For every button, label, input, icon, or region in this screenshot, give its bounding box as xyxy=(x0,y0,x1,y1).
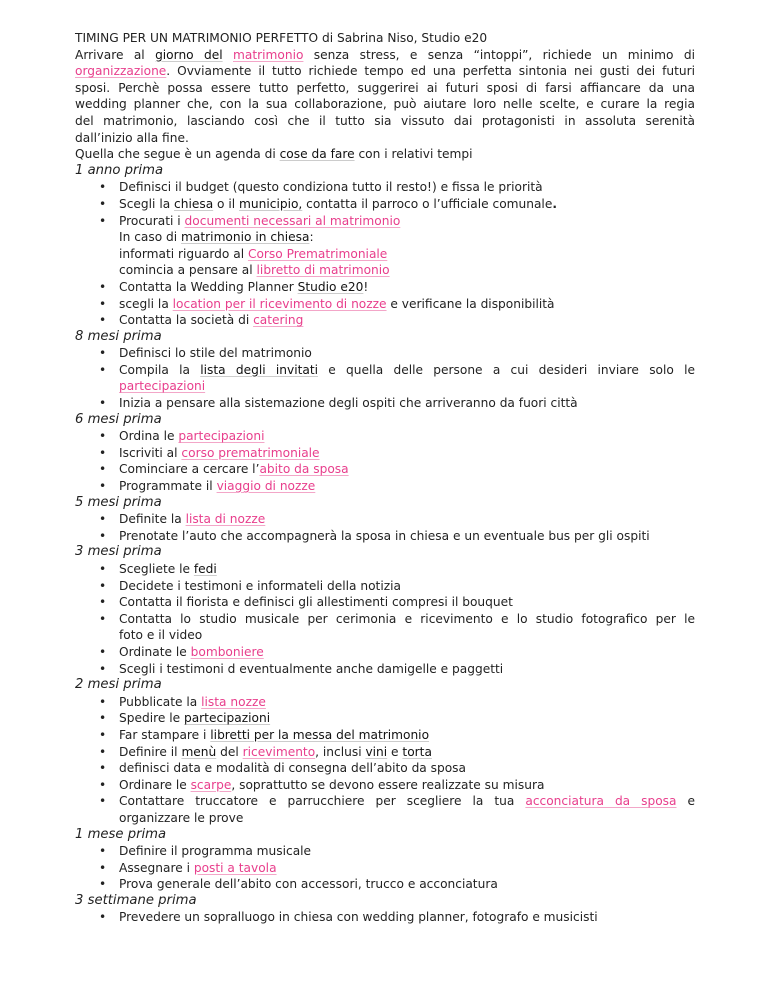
list-item: • Pubblicate la lista nozze xyxy=(75,694,695,711)
list-item: • Prenotate l’auto che accompagnerà la sposa in chiesa e un eventuale bus per gli ospiti xyxy=(75,528,695,545)
intro-line: organizzazione. Ovviamente il tutto richiede tempo ed una perfetta sintonia nei gusti dei futuri xyxy=(75,64,695,79)
list-item: • Definisci il budget (questo condiziona tutto il resto!) e fissa le priorità xyxy=(75,179,695,196)
list-item: • Ordina le partecipazioni xyxy=(75,428,695,445)
list-item: • Scegli la chiesa o il municipio, contatta il parroco o l’ufficiale comunale. xyxy=(75,196,695,213)
section-heading: 1 anno prima xyxy=(75,162,164,178)
link-posti-a-tavola[interactable]: posti a tavola xyxy=(193,860,277,875)
list-item: • Ordinate le bomboniere xyxy=(75,644,695,661)
section-heading: 5 mesi prima xyxy=(75,494,162,510)
list-item: • Scegliete le fedi xyxy=(75,561,695,578)
link-menu[interactable]: menù xyxy=(181,744,217,759)
link-partecipazioni[interactable]: partecipazioni xyxy=(178,429,265,444)
list-item: • Prevedere un sopralluogo in chiesa con wedding planner, fotografo e musicisti xyxy=(75,909,695,926)
section-heading: 2 mesi prima xyxy=(75,677,162,693)
link-fedi[interactable]: fedi xyxy=(193,562,217,576)
link-scarpe[interactable]: scarpe xyxy=(190,777,232,792)
intro-line: sposi. Perchè possa essere tutto perfetto, suggerirei ai futuri sposi di farsi affiancare da una xyxy=(75,80,695,95)
list-item-continuation: foto e il video xyxy=(119,628,203,643)
list-item: • Spedire le partecipazioni xyxy=(75,710,695,727)
list-item: • definisci data e modalità di consegna dell’abito da sposa xyxy=(75,760,695,777)
list-item: • Iscriviti al corso prematrimoniale xyxy=(75,445,695,462)
link-partecipazioni[interactable]: partecipazioni xyxy=(183,711,271,726)
list-item-continuation: In caso di matrimonio in chiesa: xyxy=(119,230,314,245)
intro-line: del matrimonio, lasciando così che il tutto sia vissuto dai protagonisti in assoluta serenità xyxy=(75,113,695,128)
list-item: • Programmate il viaggio di nozze xyxy=(75,478,695,495)
list-item: • Cominciare a cercare l’abito da sposa xyxy=(75,461,695,478)
link-bomboniere[interactable]: bomboniere xyxy=(190,644,264,659)
link-catering[interactable]: catering xyxy=(253,313,304,328)
link-matrimonio-in-chiesa[interactable]: matrimonio in chiesa xyxy=(181,230,310,245)
section-heading: 3 settimane prima xyxy=(75,892,197,908)
intro-line: Quella che segue è un agenda di cose da fare con i relativi tempi xyxy=(75,147,473,162)
intro-line: Arrivare al giorno del matrimonio senza stress, e senza “intoppi”, richiede un minimo di xyxy=(75,47,695,62)
link-partecipazioni[interactable]: partecipazioni xyxy=(119,379,206,394)
list-item: • Contatta la società di catering xyxy=(75,312,695,329)
list-item-continuation xyxy=(75,378,695,395)
list-item-continuation: comincia a pensare al libretto di matrimonio xyxy=(119,263,390,278)
link-ricevimento[interactable]: ricevimento xyxy=(242,744,316,759)
list-item: • Contattare truccatore e parrucchiere per scegliere la tua acconciatura da sposa e xyxy=(75,793,695,810)
list-item: • Prova generale dell’abito con accessori, trucco e acconciatura xyxy=(75,876,695,893)
list-item: • Assegnare i posti a tavola xyxy=(75,860,695,877)
link-lista-nozze[interactable]: lista nozze xyxy=(201,694,266,709)
link-location[interactable]: location per il ricevimento di nozze xyxy=(172,296,387,311)
section-heading: 8 mesi prima xyxy=(75,328,162,344)
list-item: • Far stampare i libretti per la messa del matrimonio xyxy=(75,727,695,744)
link-lista-invitati[interactable]: lista degli invitati xyxy=(200,362,318,377)
link-viaggio-di-nozze[interactable]: viaggio di nozze xyxy=(216,479,316,494)
list-item: • Definite la lista di nozze xyxy=(75,511,695,528)
section-heading: 3 mesi prima xyxy=(75,544,162,560)
link-acconciatura[interactable]: acconciatura da sposa xyxy=(525,794,677,809)
list-item: • Definire il menù del ricevimento, inclusi vini e torta xyxy=(75,744,695,761)
link-cose-da-fare[interactable]: cose da fare xyxy=(279,147,355,162)
link-municipio[interactable]: municipio, xyxy=(239,196,303,211)
intro-line: dall’inizio alla fine. xyxy=(75,130,189,145)
link-vini[interactable]: vini xyxy=(365,744,388,759)
link-libretti-messa[interactable]: libretti per la messa del matrimonio xyxy=(210,727,430,742)
link-documenti[interactable]: documenti necessari al matrimonio xyxy=(184,213,401,228)
list-item: • Ordinare le scarpe, soprattutto se devono essere realizzate su misura xyxy=(75,777,695,794)
link-abito-da-sposa[interactable]: abito da sposa xyxy=(259,462,349,477)
list-item: • Procurati i documenti necessari al matrimonio xyxy=(75,213,695,230)
link-organizzazione[interactable]: organizzazione xyxy=(75,64,167,79)
link-studio-e20[interactable]: Studio e20 xyxy=(297,279,364,294)
list-item: • Contatta il fiorista e definisci gli allestimenti compresi il bouquet xyxy=(75,594,695,611)
intro-line: wedding planner che, con la sua collaborazione, può aiutare loro nelle scelte, e curare la regia xyxy=(75,97,695,112)
list-item: • Scegli i testimoni d eventualmente anche damigelle e paggetti xyxy=(75,661,695,678)
list-item: • Compila la lista degli invitati e quella delle persone a cui desideri inviare solo le xyxy=(75,362,695,379)
list-item: • Decidete i testimoni e informateli della notizia xyxy=(75,578,695,595)
link-chiesa[interactable]: chiesa xyxy=(174,196,214,211)
list-item-continuation: organizzare le prove xyxy=(119,810,244,825)
list-item: • Contatta lo studio musicale per cerimonia e ricevimento e lo studio fotografico per le xyxy=(75,611,695,628)
link-giorno-del[interactable]: giorno del xyxy=(155,47,223,62)
list-item-continuation: informati riguardo al Corso Prematrimoniale xyxy=(119,246,388,261)
byline-text: di Sabrina Niso, Studio e20 xyxy=(318,31,488,45)
link-matrimonio[interactable]: matrimonio xyxy=(233,47,304,62)
title-text: TIMING PER UN MATRIMONIO PERFETTO xyxy=(75,31,319,45)
link-lista-di-nozze[interactable]: lista di nozze xyxy=(185,512,266,527)
link-corso-prematrimoniale[interactable]: corso prematrimoniale xyxy=(181,445,320,460)
link-torta[interactable]: torta xyxy=(402,744,432,759)
list-item: • Inizia a pensare alla sistemazione degli ospiti che arriveranno da fuori città xyxy=(75,395,695,412)
list-item: • scegli la location per il ricevimento di nozze e verificane la disponibilità xyxy=(75,296,695,313)
link-corso-prematrimoniale[interactable]: Corso Prematrimoniale xyxy=(247,246,388,261)
list-item: • Contatta la Wedding Planner Studio e20! xyxy=(75,279,695,296)
section-heading: 6 mesi prima xyxy=(75,411,162,427)
document-title xyxy=(75,30,695,47)
section-heading: 1 mese prima xyxy=(75,826,167,842)
document-body xyxy=(75,30,695,926)
link-libretto[interactable]: libretto di matrimonio xyxy=(256,263,390,278)
list-item: • Definisci lo stile del matrimonio xyxy=(75,345,695,362)
list-item: • Definire il programma musicale xyxy=(75,843,695,860)
